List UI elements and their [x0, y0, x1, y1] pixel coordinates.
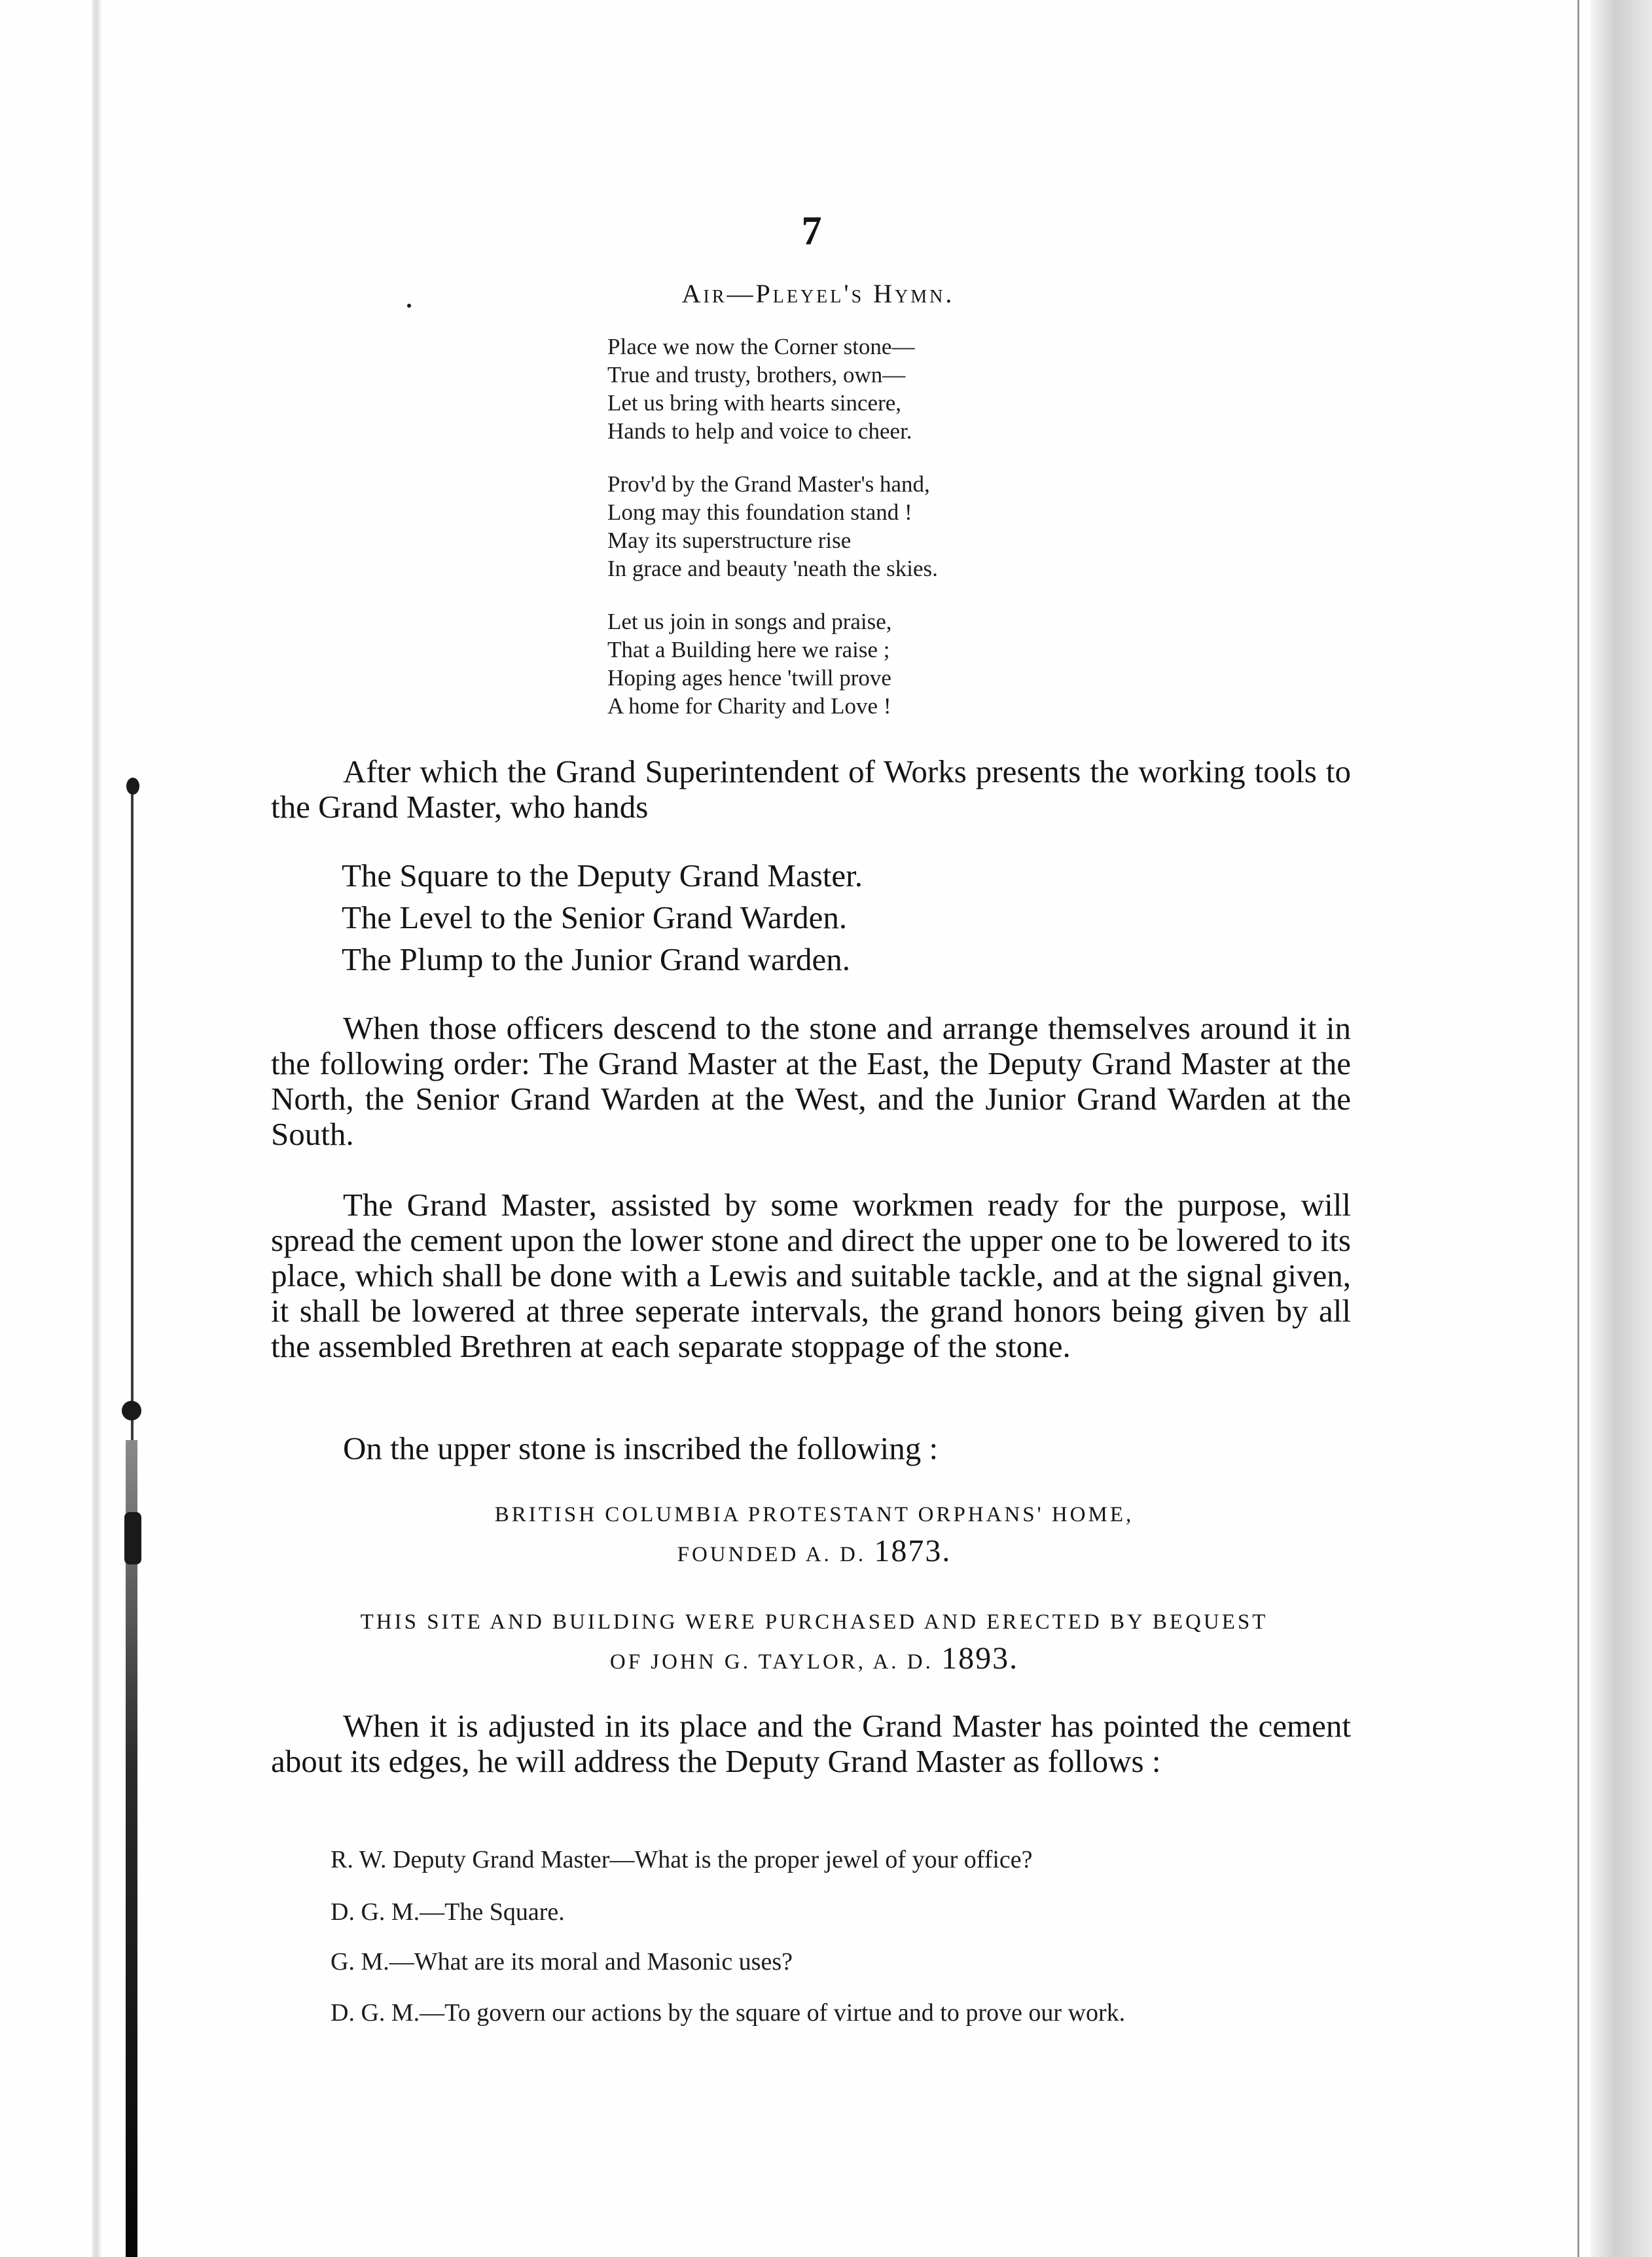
page-edge-right — [1590, 0, 1652, 2257]
binding-edge — [92, 0, 101, 2257]
hymn-line: Hands to help and voice to cheer. — [607, 418, 912, 444]
paragraph-lowering: The Grand Master, assisted by some workmen ready for the purpose, will spread the cement upon the lower stone and direct the upper one to be lowered to its place, which shall be done with a Lewis and suitable tackle, and at the signal given, it shall be lowered at three seperate intervals, the grand honors being given by all the assembled Brethren at each separate stoppage of the stone. — [271, 1187, 1351, 1364]
inscription-block-1 — [271, 1496, 1357, 1573]
hymn-stanza-3 — [607, 607, 1144, 720]
inscription-line: FOUNDED A. D. 1873. — [677, 1534, 952, 1568]
page-number: 7 — [801, 209, 822, 253]
tool-item: The Square to the Deputy Grand Master. — [342, 858, 863, 894]
tool-item: The Plump to the Junior Grand warden. — [342, 941, 851, 977]
binding-mark — [126, 778, 139, 795]
paragraph-officers: When those officers descend to the stone and arrange themselves around it in the following order: The Grand Master at the East, the Deputy Grand Master at the North, the Senior Grand Warden at the West, and the Junior Grand Warden at the South. — [271, 1010, 1351, 1152]
dialogue-line: D. G. M.—To govern our actions by the square of virtue and to prove our work. — [331, 1999, 1126, 2027]
hymn-line: Prov'd by the Grand Master's hand, — [607, 471, 930, 497]
hymn-line: Let us join in songs and praise, — [607, 609, 892, 634]
dialogue-line: G. M.—What are its moral and Masonic uses? — [331, 1948, 793, 1976]
dialogue-line: R. W. Deputy Grand Master—What is the proper jewel of your office? — [331, 1846, 1033, 1873]
binding-shadow-thin — [131, 785, 134, 1440]
hymn-line: A home for Charity and Love ! — [607, 693, 891, 719]
hymn-line: May its superstructure rise — [607, 528, 852, 553]
hymn-line: In grace and beauty 'neath the skies. — [607, 556, 938, 581]
hymn-line: Place we now the Corner stone— — [607, 334, 915, 359]
hymn-line: True and trusty, brothers, own— — [607, 362, 906, 388]
paragraph-inscribed-intro: On the upper stone is inscribed the following : — [343, 1430, 939, 1466]
inscription-line: BRITISH COLUMBIA PROTESTANT ORPHANS' HOME, — [494, 1503, 1134, 1526]
working-tools-list — [342, 855, 1323, 981]
hymn-line: Hoping ages hence 'twill prove — [607, 665, 891, 691]
hymn-stanza-2 — [607, 470, 1144, 583]
paragraph-adjusted: When it is adjusted in its place and the Grand Master has pointed the cement about its edges, he will address the Deputy Grand Master as follows : — [271, 1708, 1351, 1779]
hymn-line: Let us bring with hearts sincere, — [607, 390, 902, 416]
inscription-line: OF JOHN G. TAYLOR, A. D. 1893. — [609, 1641, 1019, 1676]
dialogue-line: D. G. M.—The Square. — [331, 1898, 565, 1926]
binding-mark — [122, 1401, 141, 1420]
hymn-line: Long may this foundation stand ! — [607, 499, 912, 525]
page-edge-line — [1577, 0, 1579, 2257]
inscription-line: THIS SITE AND BUILDING WERE PURCHASED AND ERECTED BY BEQUEST — [360, 1610, 1268, 1634]
hymn-title: Air—Pleyel's Hymn. — [681, 279, 955, 308]
paragraph-presentation: After which the Grand Superintendent of Works presents the working tools to the Grand Master, who hands — [271, 753, 1351, 825]
inscription-block-2 — [271, 1604, 1357, 1680]
hymn-line: That a Building here we raise ; — [607, 637, 890, 662]
tool-item: The Level to the Senior Grand Warden. — [342, 899, 848, 935]
binding-mark — [124, 1512, 141, 1564]
speck — [407, 304, 411, 308]
hymn-stanza-1 — [607, 333, 1144, 445]
